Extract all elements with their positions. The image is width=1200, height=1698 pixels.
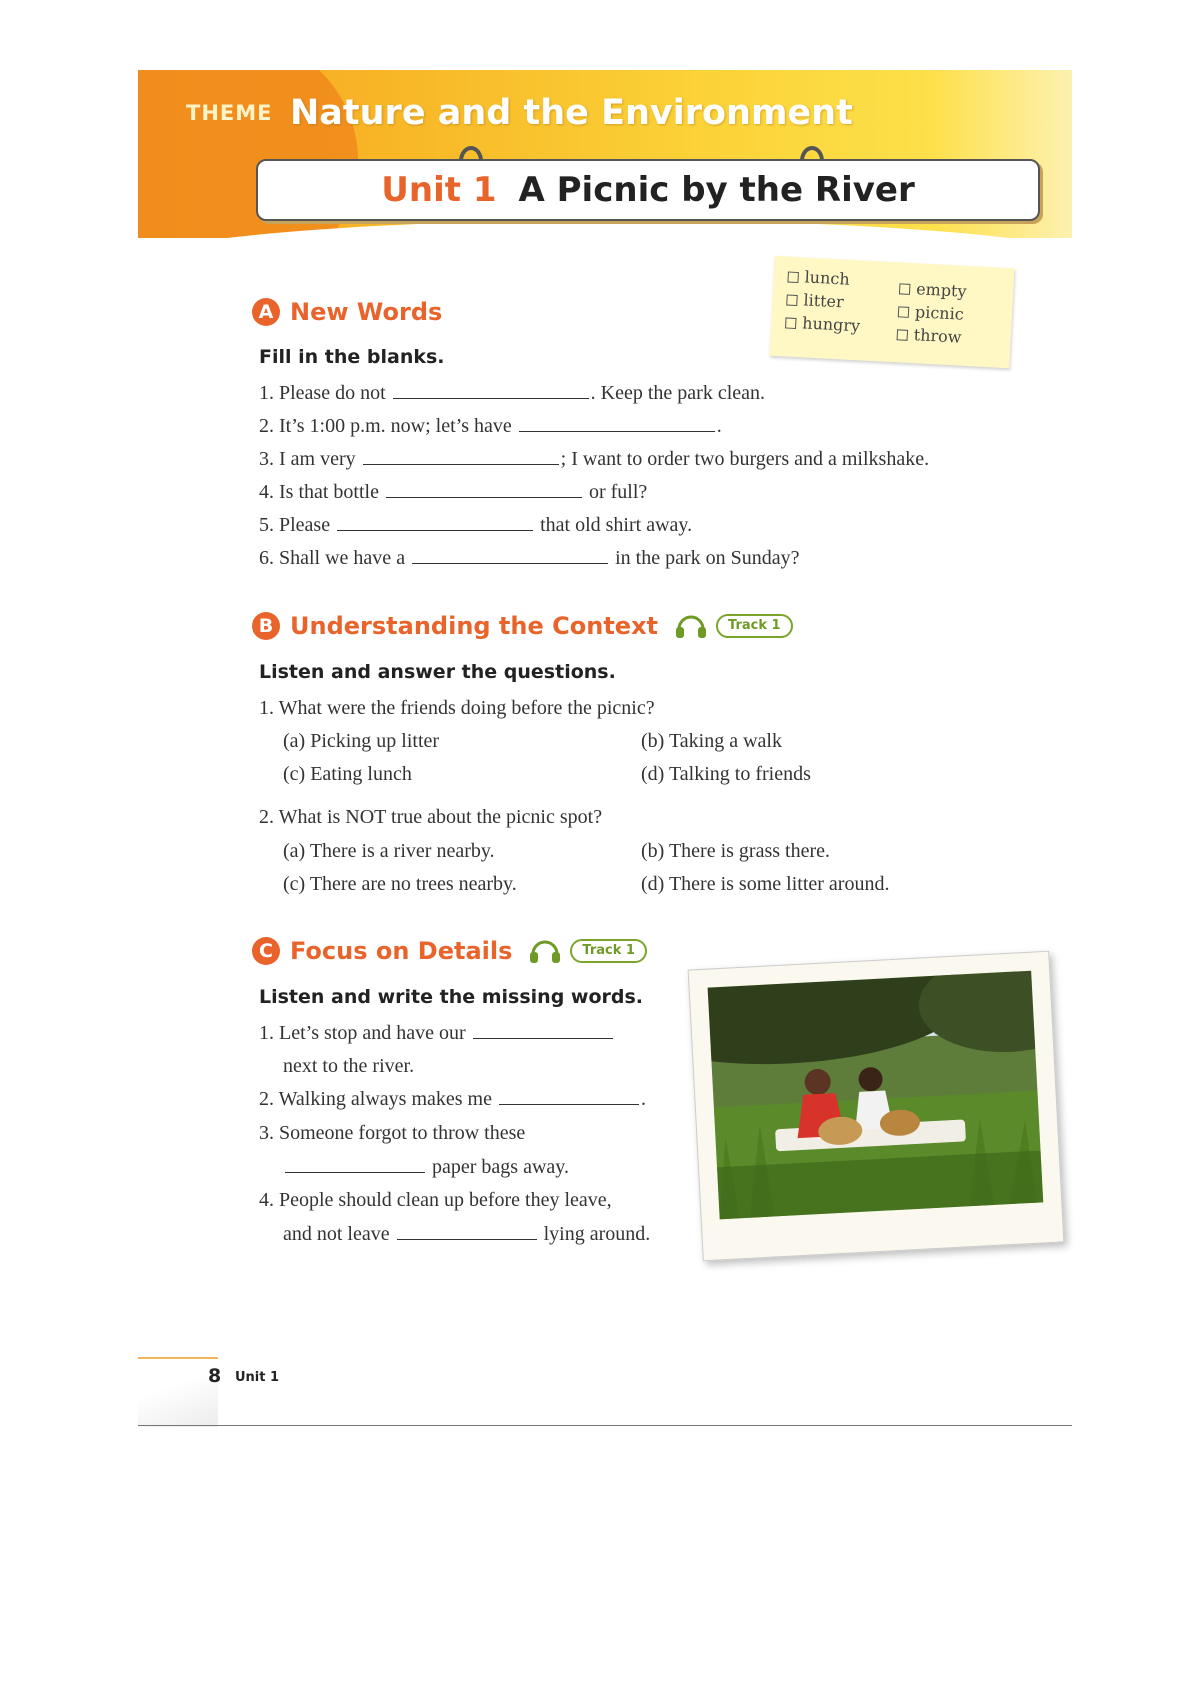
answer-blank[interactable] [499, 1103, 639, 1105]
answer-blank[interactable] [386, 496, 582, 498]
checkbox-icon [785, 317, 797, 329]
page-number: 8 [208, 1365, 222, 1387]
word-item: litter [786, 287, 862, 314]
section-b-instruction: Listen and answer the questions. [259, 661, 616, 683]
exercise-line: 2. Walking always makes me . [259, 1088, 646, 1110]
section-letter-badge: A [252, 298, 280, 326]
exercise-line: 6. Shall we have a in the park on Sunday? [259, 547, 800, 569]
word-item: hungry [785, 310, 861, 337]
exercise-line: 1. Please do not . Keep the park clean. [259, 382, 766, 404]
picnic-photo-frame [688, 951, 1065, 1262]
exercise-line: 5. Please that old shirt away. [259, 514, 693, 536]
checkbox-icon [898, 306, 910, 318]
answer-blank[interactable] [337, 529, 533, 531]
exercise-line: 4. People should clean up before they leave, [259, 1189, 612, 1211]
exercise-line: next to the river. [283, 1055, 415, 1077]
picnic-scene-image [708, 971, 1044, 1220]
section-title: Focus on Details [290, 937, 513, 965]
track-badge[interactable]: Track 1 [716, 614, 793, 638]
headphones-icon [528, 938, 562, 964]
track-badge[interactable]: Track 1 [570, 939, 647, 963]
answer-option[interactable]: (a) Picking up litter [283, 730, 440, 752]
exercise-line: and not leave lying around. [283, 1223, 651, 1245]
exercise-line: 1. Let’s stop and have our [259, 1022, 615, 1045]
footer-unit-label: Unit 1 [235, 1370, 280, 1385]
section-title: Understanding the Context [290, 612, 659, 640]
answer-blank[interactable] [397, 1238, 537, 1240]
question-text: 1. What were the friends doing before the picnic? [259, 697, 655, 719]
exercise-line: 2. It’s 1:00 p.m. now; let’s have . [259, 415, 722, 437]
answer-option[interactable]: (b) There is grass there. [641, 840, 831, 862]
answer-blank[interactable] [363, 463, 559, 465]
word-item: empty [899, 276, 967, 302]
page-corner [138, 1357, 218, 1427]
picnic-photo [708, 971, 1044, 1220]
section-a-instruction: Fill in the blanks. [259, 346, 445, 368]
answer-blank[interactable] [393, 397, 589, 399]
section-c-heading [252, 937, 647, 965]
section-letter-badge: C [252, 937, 280, 965]
word-box-col-1 [785, 265, 863, 338]
answer-option[interactable]: (c) Eating lunch [283, 763, 412, 785]
unit-title-box [256, 159, 1040, 221]
answer-option[interactable]: (d) There is some litter around. [641, 873, 890, 895]
exercise-line: 3. Someone forgot to throw these [259, 1122, 526, 1144]
unit-number: Unit 1 [381, 170, 497, 210]
question-text: 2. What is NOT true about the picnic spot? [259, 806, 603, 828]
theme-label: THEME [186, 101, 273, 125]
answer-blank[interactable] [473, 1037, 613, 1039]
answer-option[interactable]: (c) There are no trees nearby. [283, 873, 517, 895]
word-box [770, 256, 1015, 368]
unit-title: A Picnic by the River [518, 170, 915, 210]
word-box-col-2 [896, 276, 967, 348]
section-b-heading [252, 612, 793, 640]
section-c-instruction: Listen and write the missing words. [259, 986, 644, 1008]
word-item: lunch [787, 265, 863, 292]
headphones-icon [674, 613, 708, 639]
theme-title: Nature and the Environment [290, 93, 853, 133]
checkbox-icon [787, 272, 799, 284]
checkbox-icon [786, 294, 798, 306]
word-item: picnic [897, 299, 965, 325]
answer-option[interactable]: (a) There is a river nearby. [283, 840, 495, 862]
answer-blank[interactable] [519, 430, 715, 432]
word-item: throw [896, 322, 964, 348]
checkbox-icon [897, 329, 909, 341]
answer-blank[interactable] [285, 1171, 425, 1173]
section-letter-badge: B [252, 612, 280, 640]
section-title: New Words [290, 298, 443, 326]
exercise-line: 3. I am very ; I want to order two burgers and a milkshake. [259, 448, 930, 470]
footer-divider [138, 1425, 1072, 1426]
section-a-heading [252, 298, 442, 326]
answer-blank[interactable] [412, 562, 608, 564]
exercise-line: paper bags away. [283, 1156, 569, 1179]
answer-option[interactable]: (d) Talking to friends [641, 763, 811, 785]
answer-option[interactable]: (b) Taking a walk [641, 730, 782, 752]
exercise-line: 4. Is that bottle or full? [259, 481, 648, 503]
checkbox-icon [899, 283, 911, 295]
